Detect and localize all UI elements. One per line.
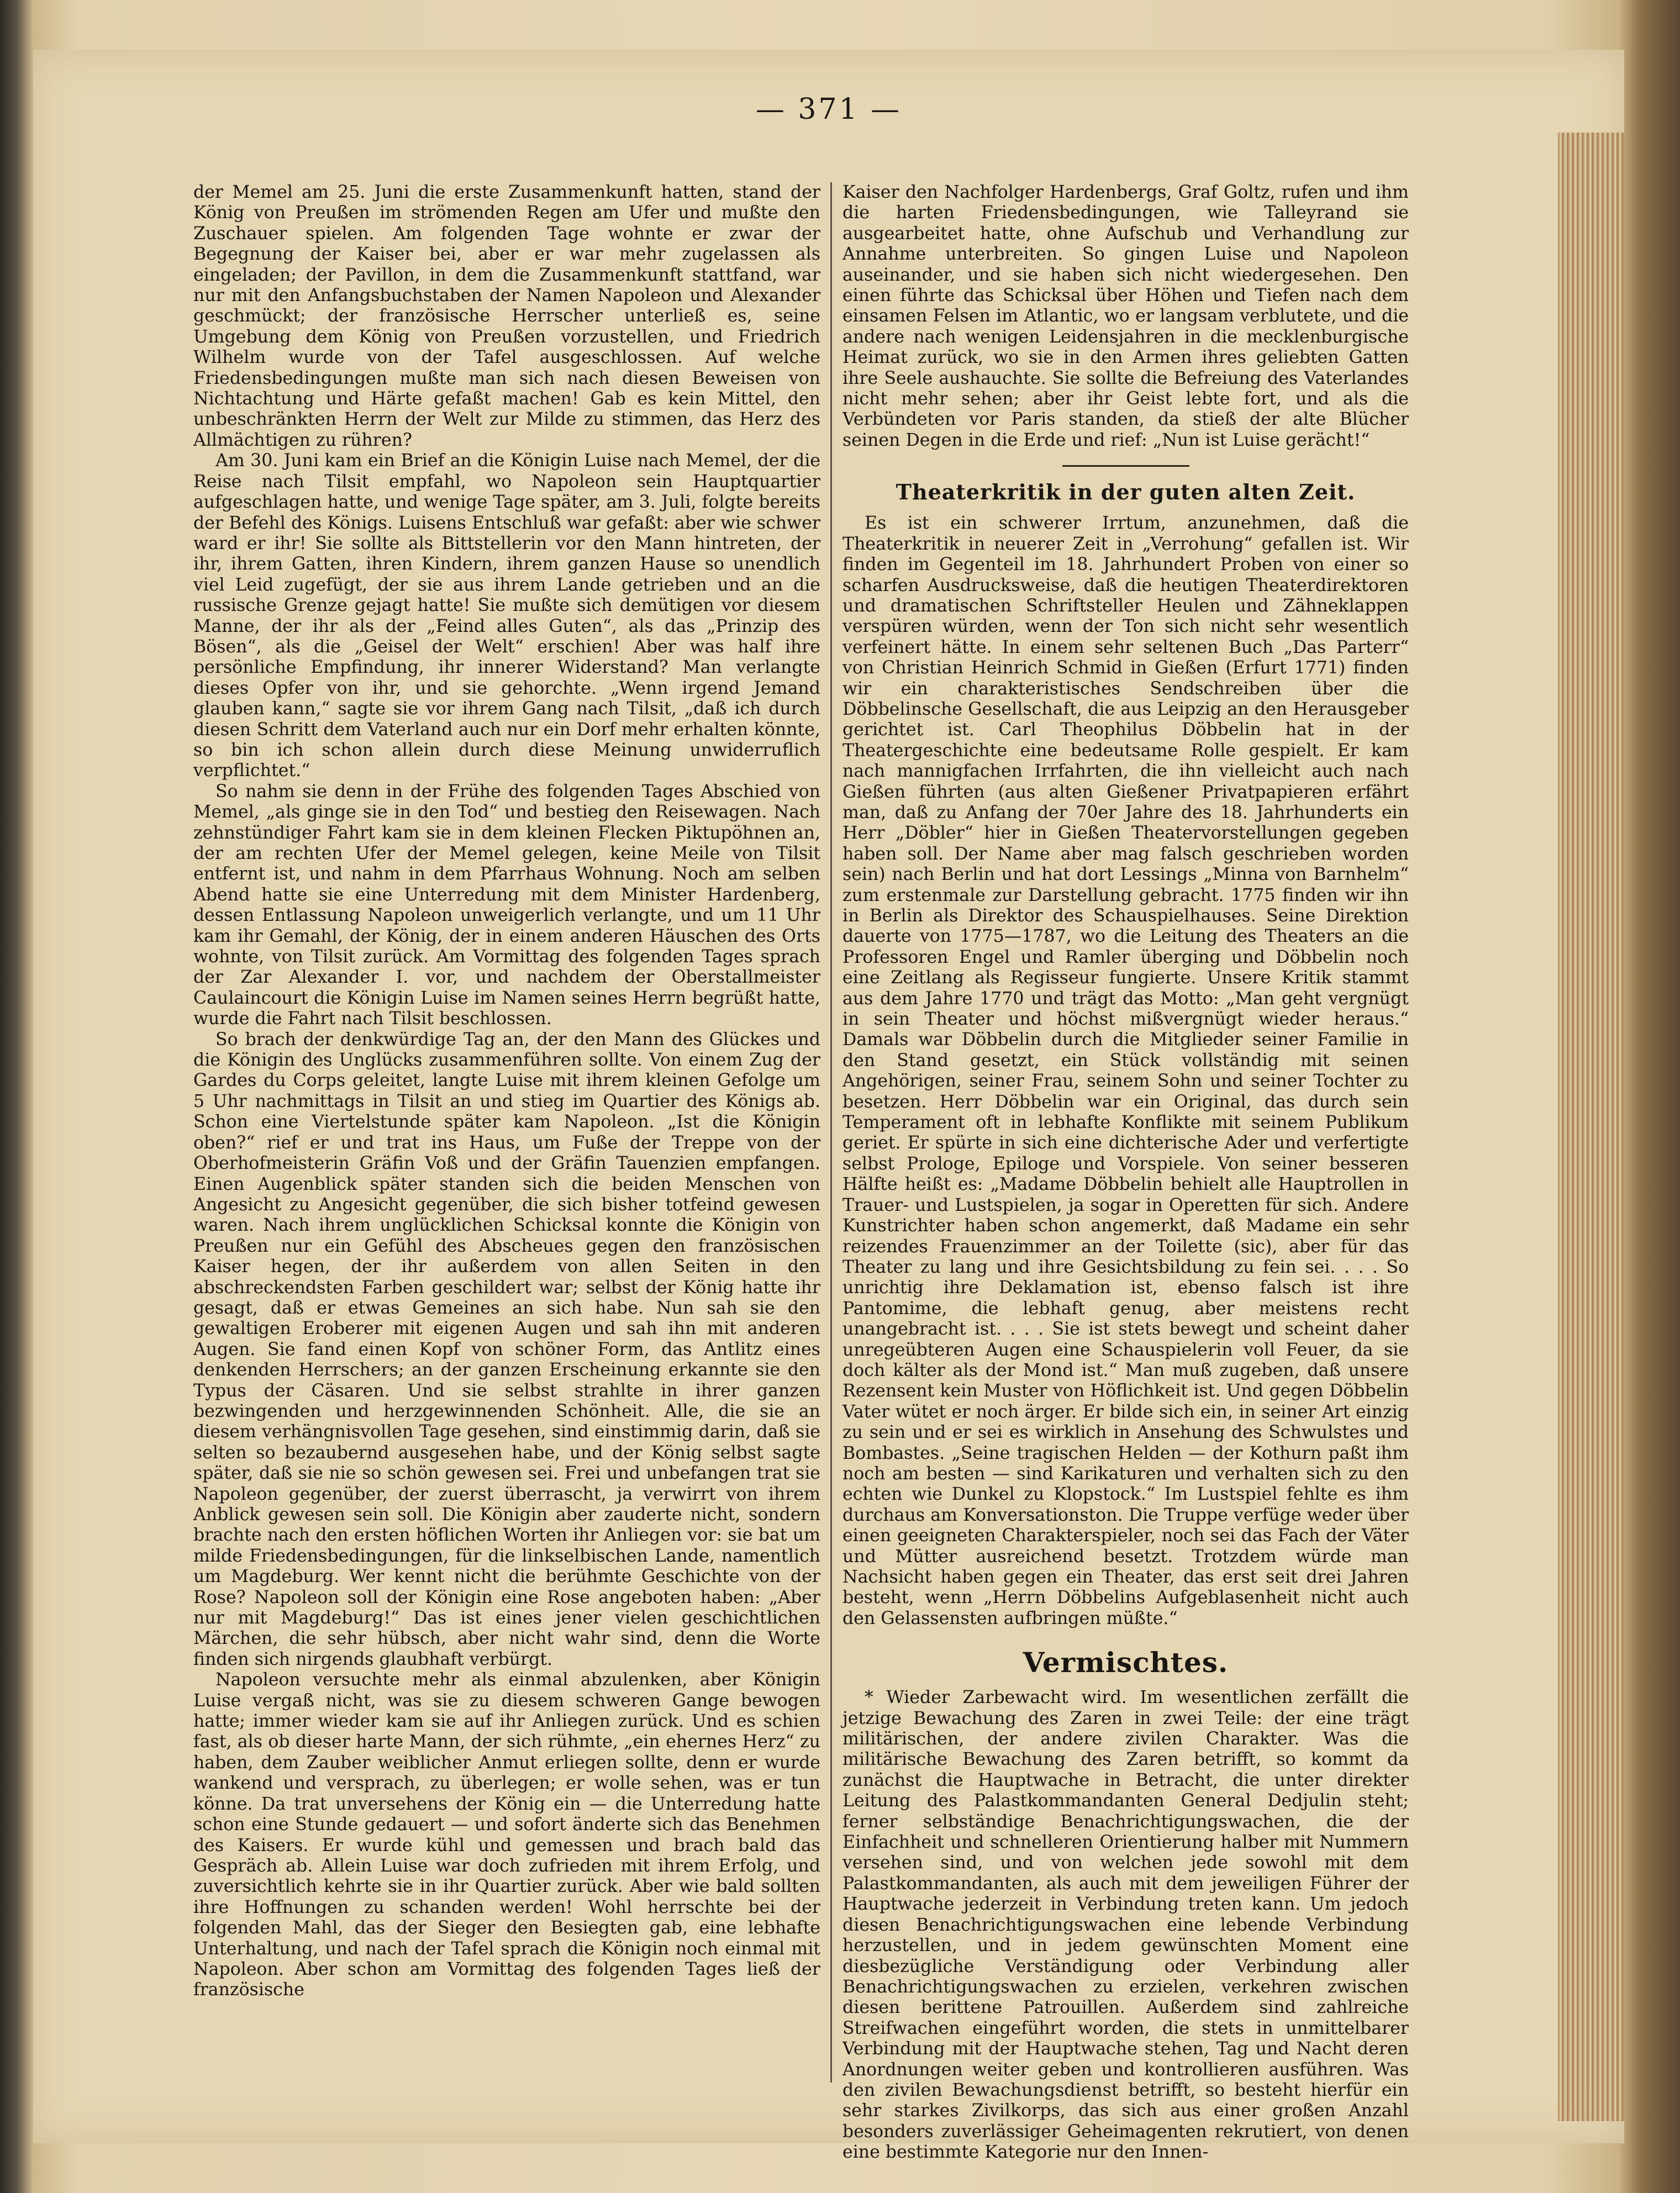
paragraph: Am 30. Juni kam ein Brief an die Königin Luise nach Memel, der die Reise nach Tilsit empfahl, wo Napoleon sein Hauptquartier aufgeschlagen hatte, und wenige Tage später, am 3. Juli, folgte bereits der Befehl des Königs. Luisens Entschluß war gefaßt: aber wie schwer ward er ihr! Sie sollte als Bittstellerin vor den Mann hintreten, der ihr, ihrem Gatten, ihren Kindern, ihrem ganzen Hause so unendlich viel Leid zugefügt, der sie aus ihrem Lande getrieben und an die russische Grenze gejagt hatte! Sie mußte sich demütigen vor diesem Manne, der ihr als der „Feind alles Guten“, als das „Prinzip des Bösen“, als die „Geisel der Welt“ erschien! Aber was half ihre persönliche Empfindung, ihr innerer Widerstand? Man verlangte dieses Opfer von ihr, und sie gehorchte. „Wenn irgend Jemand glauben kann,“ sagte sie vor ihrem Gang nach Tilsit, „daß ich durch diesen Schritt dem Vaterland auch nur ein Dorf mehr erhalten könnte, so bin ich schon allein durch diese Meinung unwiderruflich verpflichtet.“ [193,451,820,781]
paragraph: Kaiser den Nachfolger Hardenbergs, Graf Goltz, rufen und ihm die harten Friedensbedingungen, wie Talleyrand sie ausgearbeitet hatte, ohne Aufschub und Verhandlung zur Annahme unterbreiten. So gingen Luise und Napoleon auseinander, und sie haben sich nicht wiedergesehen. Den einen führte das Schicksal über Höhen und Tiefen nach dem einsamen Felsen im Atlantic, wo er langsam verblutete, und die andere nach wenigen Leidensjahren in die mecklenburgische Heimat zurück, wo sie in den Armen ihres geliebten Gatten ihre Seele aushauchte. Sie sollte die Befreiung des Vaterlandes nicht mehr sehen; aber ihr Geist lebte fort, und als die Verbündeten vor Paris standen, da stieß der alte Blücher seinen Degen in die Erde und rief: „Nun ist Luise gerächt!“ [842,182,1409,450]
paragraph: So brach der denkwürdige Tag an, der den Mann des Glückes und die Königin des Unglücks zusammenführen sollte. Von einem Zug der Gardes du Corps geleitet, langte Luise mit ihrem kleinen Gefolge um 5 Uhr nachmittags in Tilsit an und stieg im Quartier des Königs ab. Schon eine Viertelstunde später kam Napoleon. „Ist die Königin oben?“ rief er und trat ins Haus, um Fuße der Treppe von der Oberhofmeisterin Gräfin Voß und der Gräfin Tauenzien empfangen. Einen Augenblick später standen sich die beiden Menschen von Angesicht zu Angesicht gegenüber, die sich bisher totfeind gewesen waren. Nach ihrem unglücklichen Schicksal konnte die Königin von Preußen nur ein Gefühl des Abscheues gegen den französischen Kaiser hegen, der ihr außerdem von allen Seiten in den abschreckendsten Farben geschildert war; selbst der König hatte ihr gesagt, daß er etwas Gemeines an sich habe. Nun sah sie den gewaltigen Eroberer mit eigenen Augen und sah ihn mit anderen Augen. Sie fand einen Kopf von schöner Form, das Antlitz eines denkenden Herrschers; an der ganzen Erscheinung erkannte sie den Typus der Cäsaren. Und sie selbst strahlte in ihrer ganzen bezwingenden und herzgewinnenden Schönheit. Alle, die sie an diesem verhängnisvollen Tage gesehen, sind einstimmig darin, daß sie selten so bezaubernd ausgesehen habe, und der König selbst sagte später, daß sie nie so schön gewesen sei. Frei und unbefangen trat sie Napoleon gegenüber, der zuerst überrascht, ja verwirrt von ihrem Anblick gewesen sein soll. Die Königin aber zauderte nicht, sondern brachte nach den ersten höflichen Worten ihr Anliegen vor: sie bat um milde Friedensbedingungen, für die linkselbischen Lande, namentlich um Magdeburg. Wer kennt nicht die berühmte Geschichte von der Rose? Napoleon soll der Königin eine Rose angeboten haben: „Aber nur mit Magdeburg!“ Das ist eines jener vielen geschichtlichen Märchen, die sehr hübsch, aber nicht wahr sind, denn die Worte finden sich nirgends glaubhaft verbürgt. [193,1029,820,1669]
paragraph: * Wieder Zarbewacht wird. Im wesentlichen zerfällt die jetzige Bewachung des Zaren in zwei Teile: der eine trägt militärischen, der andere zivilen Charakter. Was die militärische Bewachung des Zaren betrifft, so kommt da zunächst die Hauptwache in Betracht, die unter direkter Leitung des Palastkommandanten General Dedjulin steht; ferner selbständige Benachrichtigungswachen, die der Einfachheit und schnelleren Orientierung halber mit Nummern versehen sind, und von welchen jede sowohl mit dem Palastkommandanten, als auch mit dem jeweiligen Führer der Hauptwache jederzeit in Verbindung treten kann. Um jedoch diesen Benachrichtigungswachen eine lebende Verbindung herzustellen, und in jedem gewünschten Moment eine diesbezügliche Verständigung oder Verbindung aller Benachrichtigungswachen zu erzielen, verkehren zwischen diesen berittene Patrouillen. Außerdem sind zahlreiche Streifwachen eingeführt worden, die stets in unmittelbarer Verbindung mit der Hauptwache stehen, Tag und Nacht deren Anordnungen weiter geben und kontrollieren ausführen. Was den zivilen Bewachungsdienst betrifft, so besteht hierfür ein sehr starkes Zivilkorps, das sich aus einer großen Anzahl besonders zuverlässiger Geheimagenten rekrutiert, von denen eine bestimmte Kategorie nur den Innen- [842,1688,1409,2163]
section-divider [1062,465,1189,467]
paragraph: Napoleon versuchte mehr als einmal abzulenken, aber Königin Luise vergaß nicht, was sie zu diesem schweren Gange bewogen hatte; immer wieder kam sie auf ihr Anliegen zurück. Und es schien fast, als ob dieser harte Mann, der sich rühmte, „ein ehernes Herz“ zu haben, dem Zauber weiblicher Anmut erliegen sollte, denn er wurde wankend und versprach, zu überlegen; er wolle sehen, was er tun könne. Da trat unversehens der König ein — die Unterredung hatte schon eine Stunde gedauert — und sofort änderte sich das Benehmen des Kaisers. Er wurde kühl und gemessen und brach bald das Gespräch ab. Allein Luise war doch zufrieden mit ihrem Erfolg, und zuversichtlich kehrte sie in ihr Quartier zurück. Aber wie bald sollten ihre Hoffnungen zu schanden werden! Wohl herrschte bei der folgenden Mahl, das der Sieger den Besiegten gab, eine lebhafte Unterhaltung, und nach der Tafel sprach die Königin noch einmal mit Napoleon. Aber schon am Vormittag des folgenden Tages ließ der französische [193,1670,820,2000]
page-edges [1558,133,1624,2121]
page-number: — 371 — [755,93,902,126]
section-heading: Theaterkritik in der guten alten Zeit. [896,479,1356,505]
paragraph: der Memel am 25. Juni die erste Zusammenkunft hatten, stand der König von Preußen im strömenden Regen am Ufer und mußte den Zuschauer spielen. Am folgenden Tage wohnte er zwar der Begegnung der Kaiser bei, aber er war mehr zugelassen als eingeladen; der Pavillon, in dem die Zusammenkunft stattfand, war nur mit den Anfangsbuchstaben der Namen Napoleon und Alexander geschmückt; der französische Herrscher unterließ es, seine Umgebung dem König von Preußen vorzustellen, und Friedrich Wilhelm wurde von der Tafel ausgeschlossen. Auf welche Friedensbedingungen mußte man sich nach diesen Beweisen von Nichtachtung und Härte gefaßt machen! Gab es kein Mittel, den unbeschränkten Herrn der Welt zur Milde zu stimmen, das Herz des Allmächtigen zu rühren? [193,182,820,450]
paragraph: Es ist ein schwerer Irrtum, anzunehmen, daß die Theaterkritik in neuerer Zeit in „Verrohung“ gefallen ist. Wir finden im Gegenteil im 18. Jahrhundert Proben von einer so scharfen Ausdrucksweise, daß die heutigen Theaterdirektoren und dramatischen Schriftsteller Heulen und Zähneklappen verspüren würden, wenn der Ton sich nicht sehr wesentlich verfeinert hätte. In einem sehr seltenen Buch „Das Parterr“ von Christian Heinrich Schmid in Gießen (Erfurt 1771) finden wir ein charakteristisches Sendschreiben über die Döbbelinsche Gesellschaft, die aus Leipzig an den Herausgeber gerichtet ist. Carl Theophilus Döbbelin hat in der Theatergeschichte eine bedeutsame Rolle gespielt. Er kam nach mannigfachen Irrfahrten, die ihn vielleicht auch nach Gießen führten (aus alten Gießener Privatpapieren erfährt man, daß zu Anfang der 70er Jahre des 18. Jahrhunderts ein Herr „Döbler“ hier in Gießen Theatervorstellungen gegeben haben soll. Der Name aber mag falsch geschrieben worden sein) nach Berlin und hat dort Lessings „Minna von Barnhelm“ zum erstenmale zur Darstellung gebracht. 1775 finden wir ihn in Berlin als Direktor des Schauspielhauses. Seine Direktion dauerte von 1775—1787, wo die Leitung des Theaters an die Professoren Engel und Ramler überging und Döbbelin noch eine Zeitlang als Regisseur fungierte. Unsere Kritik stammt aus dem Jahre 1770 und trägt das Motto: „Man geht vergnügt in sein Theater und höchst mißvergnügt wieder heraus.“ Damals war Döbbelin durch die Mitglieder seiner Familie in den Stand gesetzt, ein Stück vollständig mit seinen Angehörigen, seiner Frau, seinem Sohn und seiner Tochter zu besetzen. Herr Döbbelin war ein Original, das durch sein Temperament oft in lebhafte Konflikte mit seinem Publikum geriet. Er spürte in sich eine dichterische Ader und verfertigte selbst Prologe, Epiloge und Vorspiele. Von seiner besseren Hälfte heißt es: „Madame Döbbelin behielt alle Hauptrollen in Trauer- und Lustspielen, ja sogar in Operetten für sich. Andere Kunstrichter haben schon angemerkt, daß Madame ein sehr reizendes Frauenzimmer an der Toilette (sic), aber für das Theater zu lang und ihre Gesichtsbildung zu fein sei. . . . So unrichtig ihre Deklamation ist, ebenso falsch ist ihre Pantomime, die lebhaft genug, aber meistens recht unangebracht ist. . . . Sie ist stets bewegt und scheint daher unregeübteren Augen eine Schauspielerin voll Feuer, da sie doch kälter als der Mond ist.“ Man muß zugeben, daß unsere Rezensent kein Muster von Höflichkeit ist. Und gegen Döbbelin Vater wütet er noch ärger. Er bilde sich ein, in seiner Art einzig zu sein und er sei es wirklich in Ansehung des Schwulstes und Bombastes. „Seine tragischen Helden — der Kothurn paßt ihm noch am besten — sind Karikaturen und verhalten sich zu den echten wie Dunkel zu Klopstock.“ Im Lustspiel fehlte es ihm durchaus am Konversationston. Die Truppe verfüge weder über einen geeigneten Charakterspieler, noch sei das Fach der Väter und Mütter ausreichend besetzt. Trotzdem würde man Nachsicht haben gegen ein Theater, das erst seit drei Jahren besteht, wenn „Herrn Döbbelins Aufgeblasenheit nicht auch den Gelassensten aufbringen müßte.“ [842,513,1409,1628]
section-heading: Vermischtes. [1023,1646,1229,1679]
right-column [842,182,1409,2163]
paragraph: So nahm sie denn in der Frühe des folgenden Tages Abschied von Memel, „als ginge sie in den Tod“ und bestieg den Reisewagen. Nach zehnstündiger Fahrt kam sie in dem kleinen Flecken Piktupöhnen an, der am rechten Ufer der Memel gelegen, keine Meile von Tilsit entfernt ist, und nahm in dem Pfarrhaus Wohnung. Noch am selben Abend hatte sie eine Unterredung mit dem Minister Hardenberg, dessen Entlassung Napoleon unweigerlich verlangte, und um 11 Uhr kam ihr Gemahl, der König, der in einem anderen Häuschen des Orts wohnte, von Tilsit zurück. Am Vormittag des folgenden Tages sprach der Zar Alexander I. vor, und nachdem der Oberstallmeister Caulaincourt die Königin Luise im Namen seines Herrn begrüßt hatte, wurde die Fahrt nach Tilsit beschlossen. [193,781,820,1029]
column-divider [830,182,832,2083]
left-column [193,182,820,2099]
